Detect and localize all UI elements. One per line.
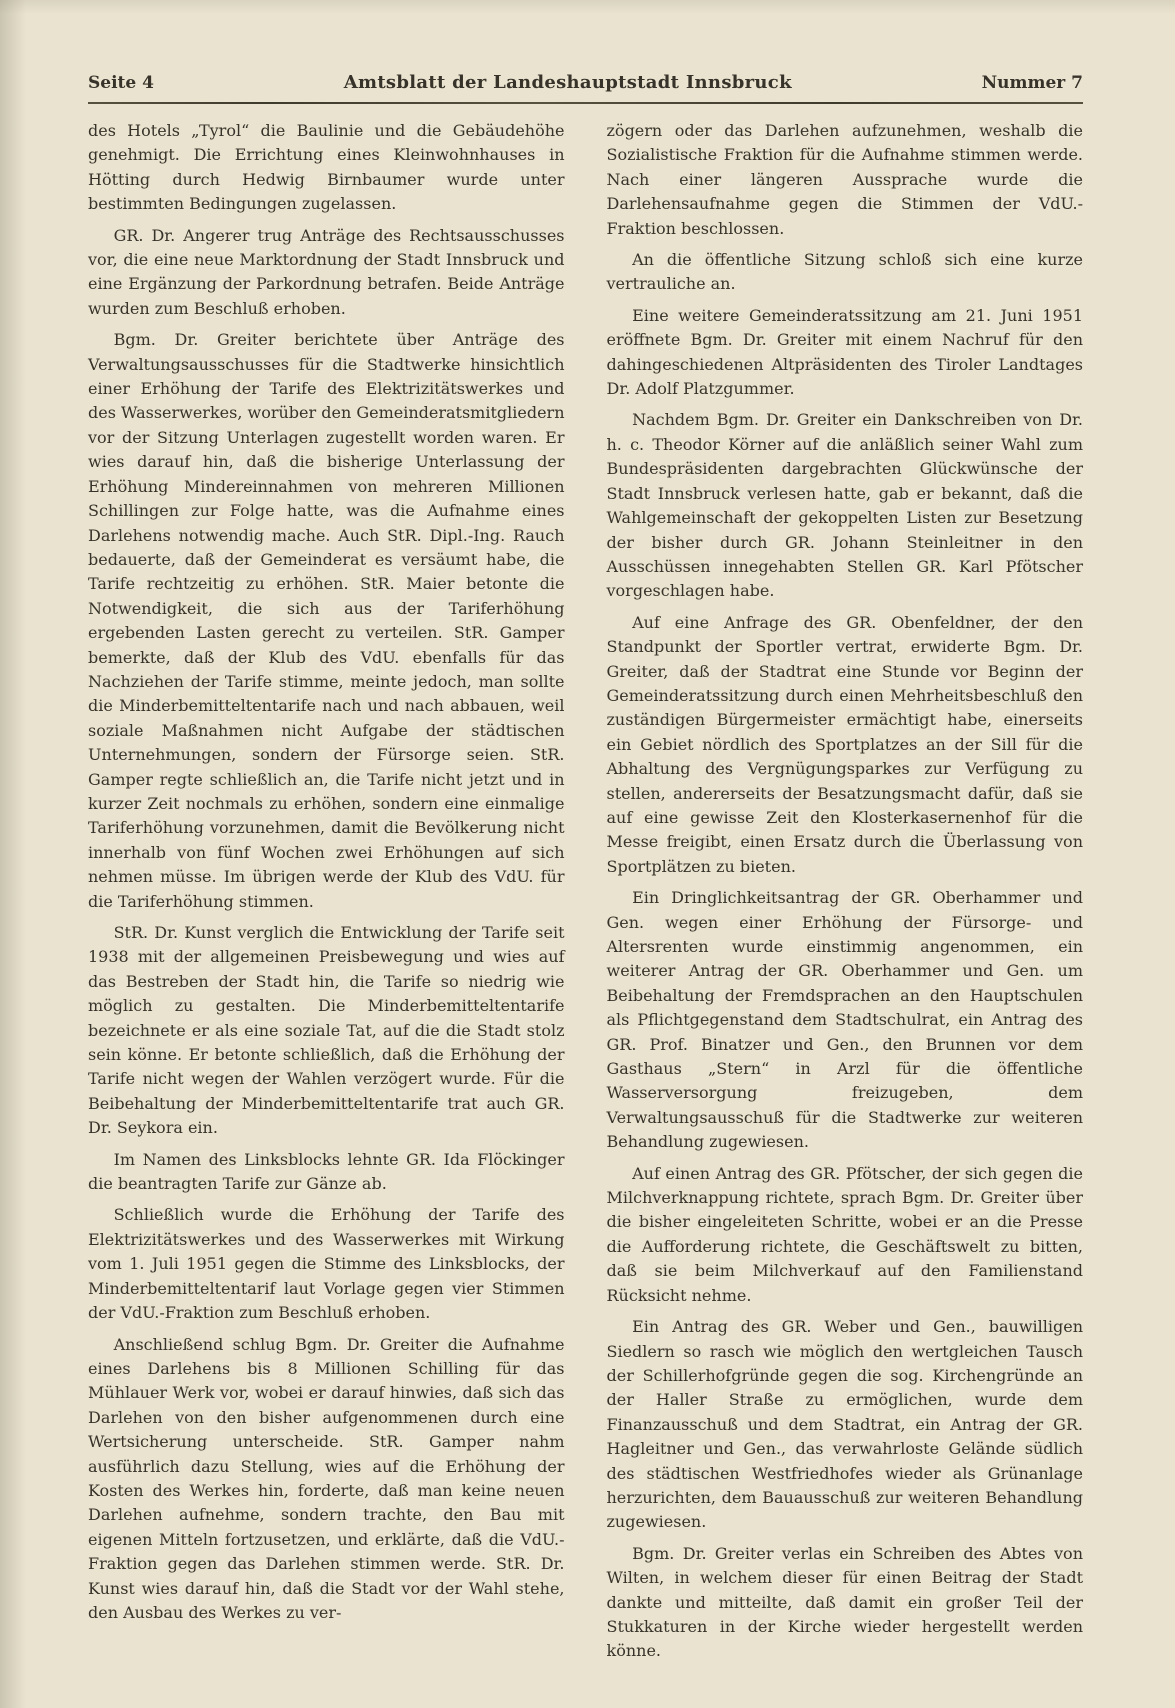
paragraph: Anschließend schlug Bgm. Dr. Greiter die Aufnahme eines Darlehens bis 8 Millionen Schilling für das Mühlauer Werk vor, wobei er darauf hinwies, daß sich das Darlehen von den bisher aufgenommenen durch eine Wertsicherung unterscheide. StR. Gamper nahm ausführlich dazu Stellung, wies auf die Erhöhung der Kosten des Werkes hin, forderte, daß man keine neuen Darlehen aufnehme, sondern trachte, den Bau mit eigenen Mitteln fortzusetzen, und erklärte, daß die VdU.-Fraktion gegen das Darlehen stimmen werde. StR. Dr. Kunst wies darauf hin, daß die Stadt vor der Wahl stehe, den Ausbau des Werkes zu ver- [88,1334,565,1622]
masthead [88,72,1083,93]
text-columns [88,119,1083,1671]
issue-number-label: Nummer 7 [981,73,1083,93]
paragraph: StR. Dr. Kunst verglich die Entwicklung der Tarife seit 1938 mit der allgemeinen Preisbewegung und wies auf das Bestreben der Stadt hin, die Tarife so niedrig wie möglich zu gestalten. Die Minderbemitteltentarife bezeichnete er als eine soziale Tat, auf die die Stadt stolz sein könne. Er betonte schließlich, daß die Erhöhung der Tarife nicht wegen der Wahlen verzögert wurde. Für die Beibehaltung der Minderbemitteltentarife trat auch GR. Dr. Seykora ein. [88,923,565,1138]
left-column [88,119,565,1671]
right-column [607,119,1084,1671]
paragraph: Bgm. Dr. Greiter verlas ein Schreiben des Abtes von Wilten, in welchem dieser für einen Beitrag der Stadt dankte und mitteilte, daß damit ein großer Teil der Stukkaturen in der Kirche wieder hergestellt werden könne. [606,1543,1083,1661]
paragraph: Ein Antrag des GR. Weber und Gen., bauwilligen Siedlern so rasch wie möglich den wertgleichen Tausch der Schillerhofgründe gegen die sog. Kirchengründe an der Haller Straße zu ermöglichen, wurde dem Finanzausschuß und dem Stadtrat, ein Antrag der GR. Hagleitner und Gen., das verwahrloste Gelände südlich des städtischen Westfriedhofes wieder als Grünanlage herzurichten, dem Bauausschuß zur weiteren Behandlung zugewiesen. [606,1317,1083,1532]
paragraph: Ein Dringlichkeitsantrag der GR. Oberhammer und Gen. wegen einer Erhöhung der Fürsorge- und Altersrenten wurde einstimmig angenommen, ein weiterer Antrag der GR. Oberhammer und Gen. um Beibehaltung der Fremdsprachen an den Hauptschulen als Pflichtgegenstand dem Stadtschulrat, ein Antrag des GR. Prof. Binatzer und Gen., den Brunnen vor dem Gasthaus „Stern“ in Arzl für die öffentliche Wasserversorgung freizugeben, dem Verwaltungsausschuß für die Stadtwerke zur weiteren Behandlung zugewiesen. [606,888,1083,1152]
paragraph: Nachdem Bgm. Dr. Greiter ein Dankschreiben von Dr. h. c. Theodor Körner auf die anläßlich seiner Wahl zum Bundespräsidenten dargebrachten Glückwünsche der Stadt Innsbruck verlesen hatte, gab er bekannt, daß die Wahlgemeinschaft der gekoppelten Listen zur Besetzung der bisher durch GR. Johann Steinleitner in den Ausschüssen innegehabten Stellen GR. Karl Pfötscher vorgeschlagen habe. [606,410,1083,601]
scan-edge-shadow-top [0,0,1175,14]
page-number-label: Seite 4 [88,73,154,93]
paragraph: An die öffentliche Sitzung schloß sich eine kurze vertrauliche an. [606,250,1083,294]
paragraph: GR. Dr. Angerer trug Anträge des Rechtsausschusses vor, die eine neue Marktordnung der Stadt Innsbruck und eine Ergänzung der Parkordnung betrafen. Beide Anträge wurden zum Beschluß erhoben. [88,225,565,318]
paragraph: des Hotels „Tyrol“ die Baulinie und die Gebäudehöhe genehmigt. Die Errichtung eines Kleinwohnhauses in Hötting durch Hedwig Birnbaumer wurde unter bestimmten Bedingungen zugelassen. [88,121,565,214]
paragraph: zögern oder das Darlehen aufzunehmen, weshalb die Sozialistische Fraktion für die Aufnahme stimmen werde. Nach einer längeren Aussprache wurde die Darlehensaufnahme gegen die Stimmen der VdU.-Fraktion beschlossen. [606,121,1083,238]
journal-title: Amtsblatt der Landeshauptstadt Innsbruck [343,72,792,93]
paragraph: Im Namen des Linksblocks lehnte GR. Ida Flöckinger die beantragten Tarife zur Gänze ab. [88,1149,565,1194]
paragraph: Auf eine Anfrage des GR. Obenfeldner, der den Standpunkt der Sportler vertrat, erwiderte Bgm. Dr. Greiter, daß der Stadtrat eine Stunde vor Beginn der Gemeinderatssitzung durch einen Mehrheitsbeschluß den zuständigen Bürgermeister ermächtigt habe, einerseits ein Gebiet nördlich des Sportplatzes an der Sill für die Abhaltung des Vergnügungsparkes zur Verfügung zu stellen, andererseits der Besatzungsmacht dafür, daß sie auf eine gewisse Zeit den Klosterkasernenhof für die Messe freigibt, einen Ersatz durch die Überlassung von Sportplätzen zu bieten. [606,612,1083,876]
scan-edge-shadow [0,0,26,1708]
paragraph: Eine weitere Gemeinderatssitzung am 21. Juni 1951 eröffnete Bgm. Dr. Greiter mit einem Nachruf für den dahingeschiedenen Altpräsidenten des Tiroler Landtages Dr. Adolf Platzgummer. [606,305,1083,399]
masthead-rule [88,102,1083,104]
paragraph: Bgm. Dr. Greiter berichtete über Anträge des Verwaltungsausschusses für die Stadtwerke hinsichtlich einer Erhöhung der Tarife des Elektrizitätswerkes und des Wasserwerkes, worüber den Gemeinderatsmitgliedern vor der Sitzung Unterlagen zugestellt worden waren. Er wies darauf hin, daß die bisherige Unterlassung der Erhöhung Mindereinnahmen von mehreren Millionen Schillingen zur Folge hatte, was die Aufnahme eines Darlehens notwendig mache. Auch StR. Dipl.-Ing. Rauch bedauerte, daß der Gemeinderat es versäumt habe, die Tarife rechtzeitig zu erhöhen. StR. Maier betonte die Notwendigkeit, die sich aus der Tariferhöhung ergebenden Lasten gerecht zu verteilen. StR. Gamper bemerkte, daß der Klub des VdU. ebenfalls für das Nachziehen der Tarife stimme, meinte jedoch, man sollte die Minderbemitteltentarife nach und nach abbauen, weil soziale Maßnahmen nicht Aufgabe der städtischen Unternehmungen, sondern der Fürsorge seien. StR. Gamper regte schließlich an, die Tarife nicht jetzt und in kurzer Zeit nochmals zu erhöhen, sondern eine einmalige Tariferhöhung vorzunehmen, damit die Bevölkerung nicht innerhalb von fünf Wochen zwei Erhöhungen auf sich nehmen müsse. Im übrigen werde der Klub des VdU. für die Tariferhöhung stimmen. [88,330,565,911]
paragraph: Auf einen Antrag des GR. Pfötscher, der sich gegen die Milchverknappung richtete, sprach Bgm. Dr. Greiter über die bisher eingeleiteten Schritte, wobei er an die Presse die Aufforderung richtete, die Geschäftswelt zu bitten, daß sie beim Milchverkauf auf den Familienstand Rücksicht nehme. [606,1163,1083,1305]
paragraph: Schließlich wurde die Erhöhung der Tarife des Elektrizitätswerkes und des Wasserwerkes mit Wirkung vom 1. Juli 1951 gegen die Stimme des Linksblocks, der Minderbemitteltentarif laut Vorlage gegen vier Stimmen der VdU.-Fraktion zum Beschluß erhoben. [88,1205,565,1323]
